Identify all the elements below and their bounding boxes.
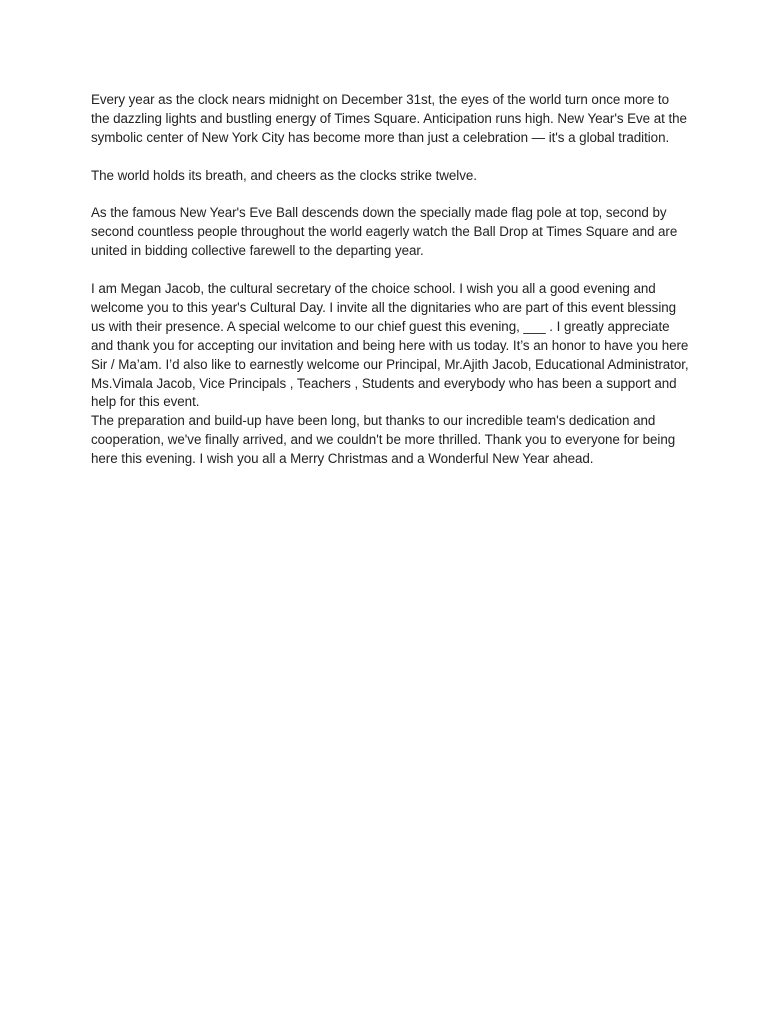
paragraph-intro: Every year as the clock nears midnight on December 31st, the eyes of the world turn once more to the dazzling lights and bustling energy of Times Square. Anticipation runs high. New Year's Eve at the symbolic center of New York City has become more than just a celebration — it's a global tradition. xyxy=(91,92,687,145)
paragraph-welcome: I am Megan Jacob, the cultural secretary of the choice school. I wish you all a good evening and welcome you to this year's Cultural Day. I invite all the dignitaries who are part of this event blessing us with their presence. A special welcome to our chief guest this evening, ___ . I greatly appreciate and thank you for accepting our invitation and being here with us today. It’s an honor to have you here Sir / Ma’am. I’d also like to earnestly welcome our Principal, Mr.Ajith Jacob, Educational Administrator, Ms.Vimala Jacob, Vice Principals , Teachers , Students and everybody who has been a support and help for this event. xyxy=(91,281,689,410)
document-body xyxy=(91,91,689,469)
paragraph-breath: The world holds its breath, and cheers as the clocks strike twelve. xyxy=(91,167,477,183)
paragraph-ball-drop: As the famous New Year's Eve Ball descends down the specially made flag pole at top, second by second countless people throughout the world eagerly watch the Ball Drop at Times Square and are united in bidding collective farewell to the departing year. xyxy=(91,205,678,259)
paragraph-thanks: The preparation and build-up have been long, but thanks to our incredible team's dedication and cooperation, we've finally arrived, and we couldn't be more thrilled. Thank you to everyone for being here this evening. I wish you all a Merry Christmas and a Wonderful New Year ahead. xyxy=(91,413,676,467)
